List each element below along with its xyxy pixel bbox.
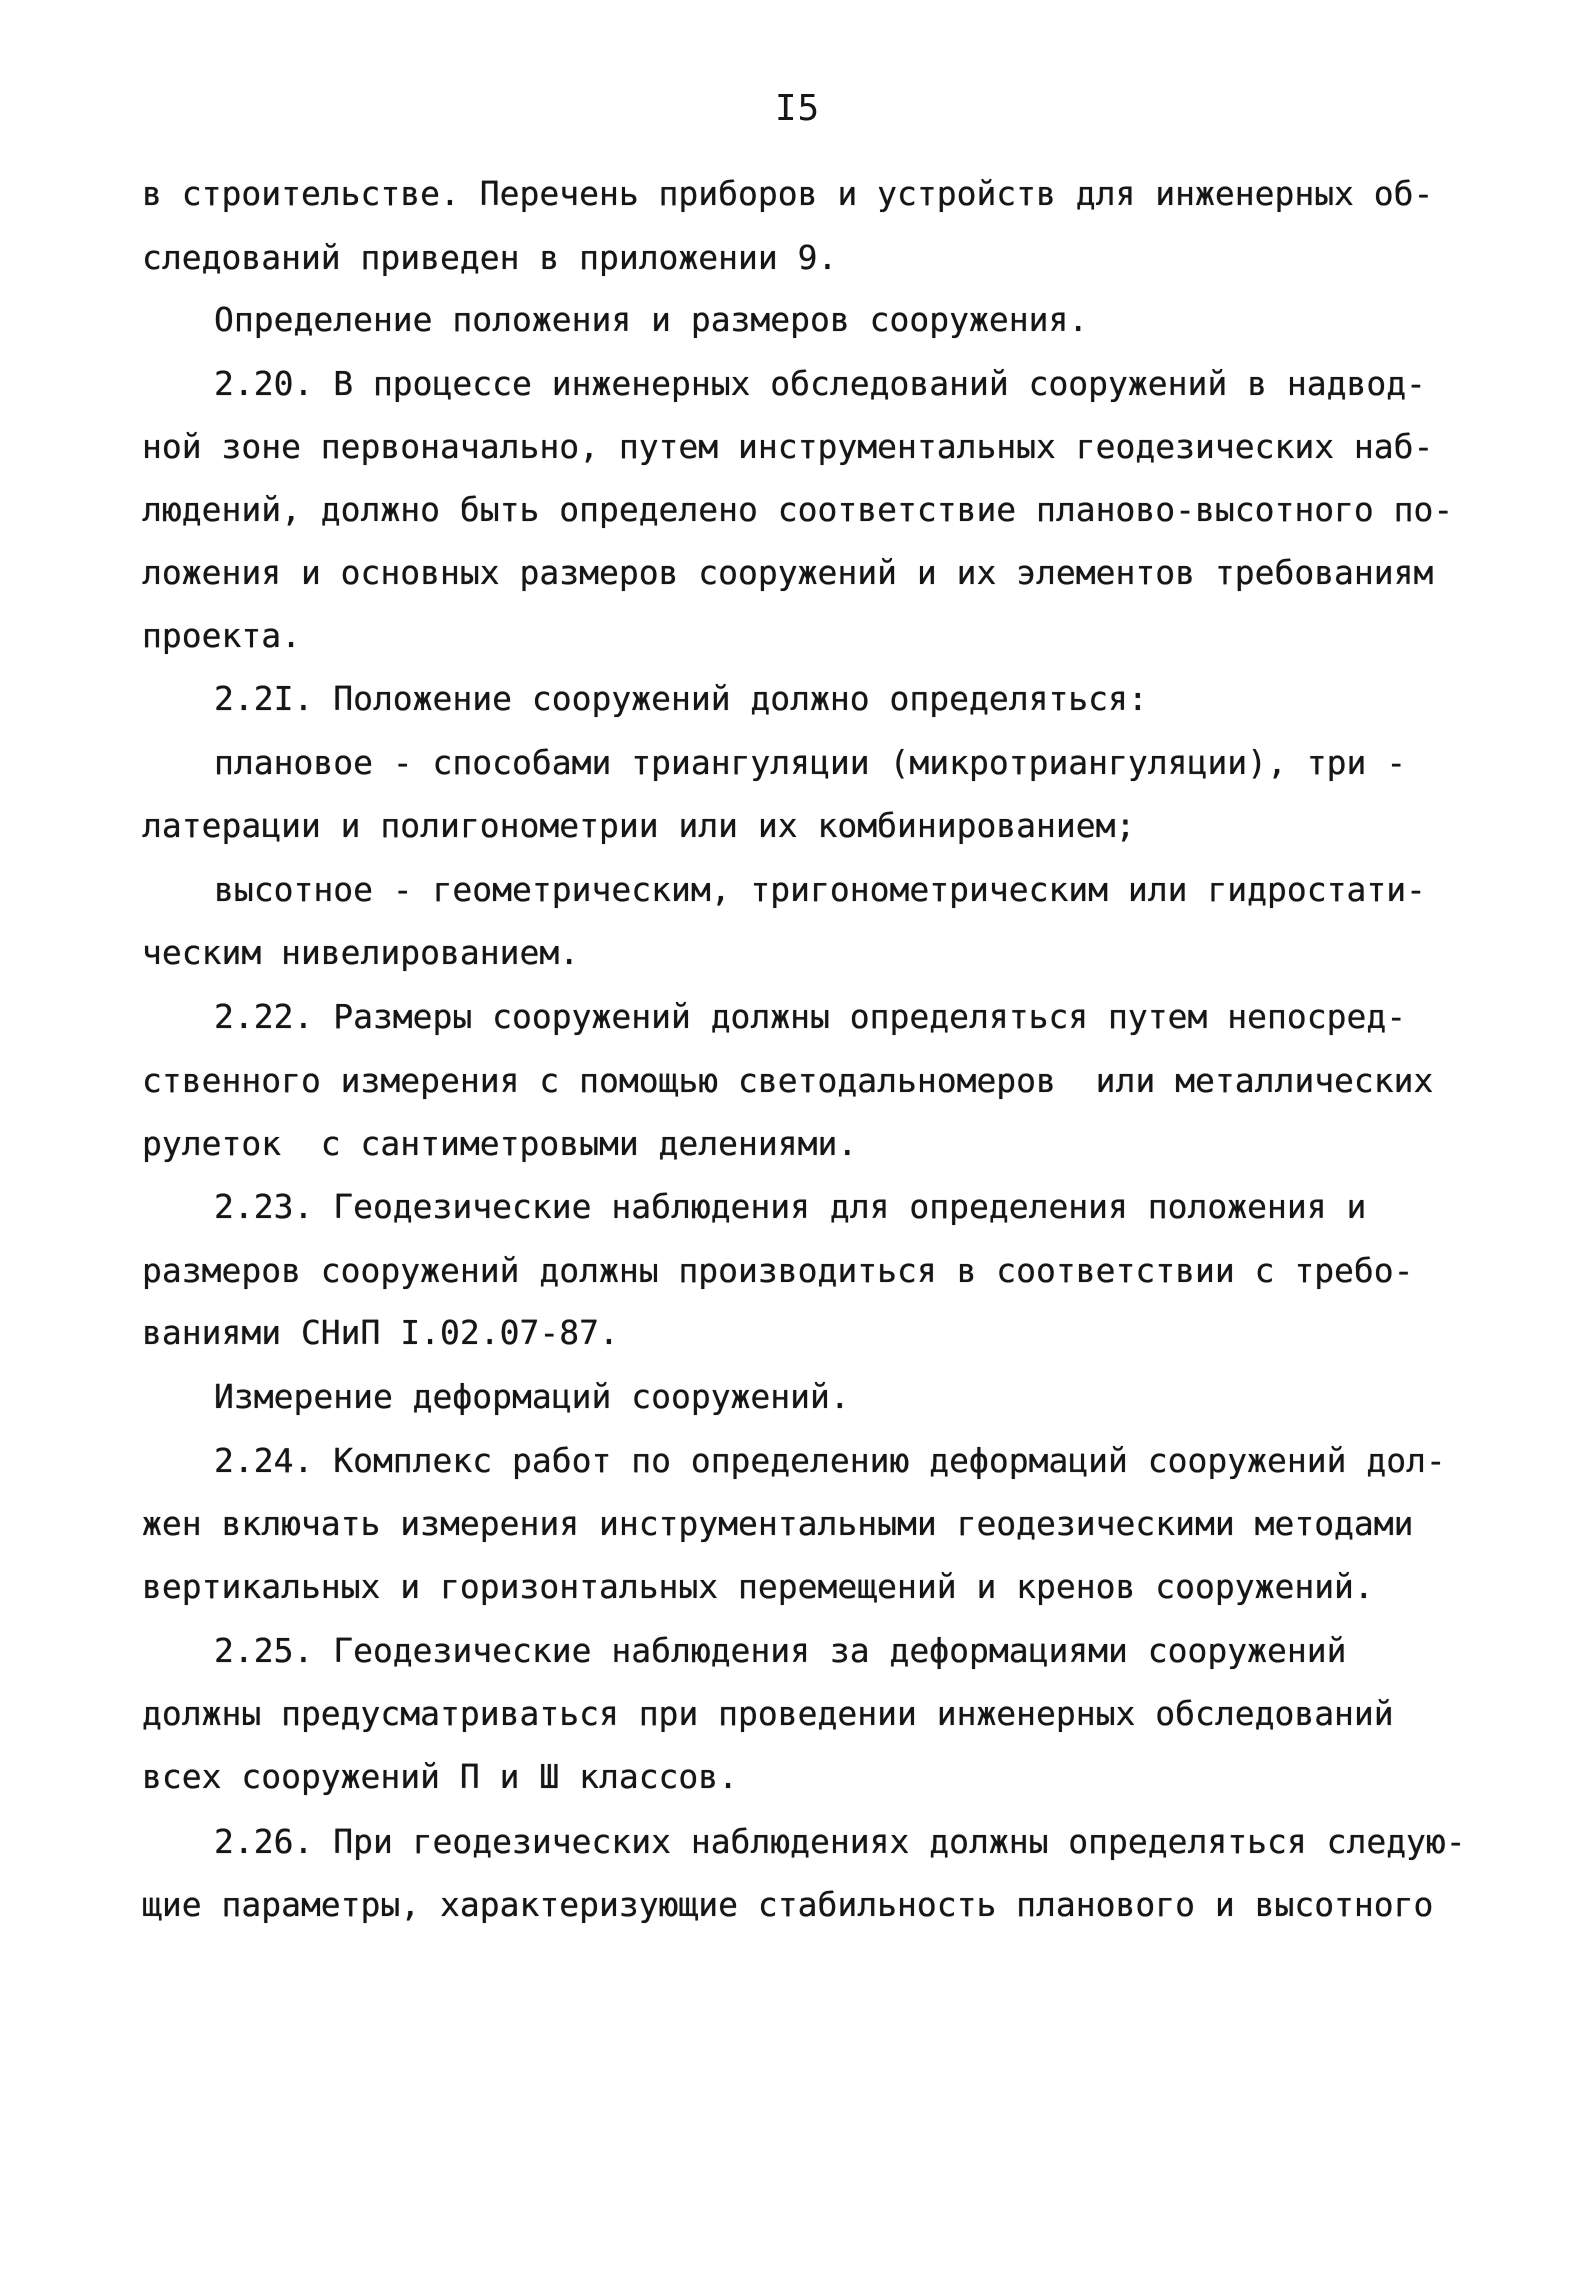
text-line: размеров сооружений должны производиться в соответствии с требо-: [142, 1251, 1414, 1290]
text-line: ваниями СНиП I.02.07-87.: [142, 1313, 619, 1352]
text-line: щие параметры, характеризующие стабильность планового и высотного: [142, 1885, 1434, 1924]
text-line: ческим нивелированием.: [142, 933, 580, 972]
text-line: 2.22. Размеры сооружений должны определяться путем непосред-: [214, 997, 1407, 1036]
text-line: 2.20. В процессе инженерных обследований сооружений в надвод-: [214, 364, 1426, 403]
text-line: 2.25. Геодезические наблюдения за деформациями сооружений: [214, 1631, 1347, 1670]
text-line: 2.26. При геодезических наблюдениях должны определяться следую-: [214, 1822, 1466, 1861]
text-line: латерации и полигонометрии или их комбинированием;: [142, 806, 1136, 845]
text-line: плановое - способами триангуляции (микротриангуляции), три -: [214, 743, 1407, 782]
text-line: ложения и основных размеров сооружений и их элементов требованиям: [142, 553, 1434, 592]
text-line: людений, должно быть определено соответствие планово-высотного по-: [142, 490, 1454, 529]
text-line: ственного измерения с помощью светодальномеров или металлических: [142, 1061, 1434, 1100]
text-line: рулеток с сантиметровыми делениями.: [142, 1124, 858, 1163]
section-heading: Определение положения и размеров сооружения.: [214, 300, 1089, 339]
text-line: 2.23. Геодезические наблюдения для определения положения и: [214, 1187, 1367, 1226]
section-heading: Измерение деформаций сооружений.: [214, 1377, 850, 1416]
text-line: 2.24. Комплекс работ по определению деформаций сооружений дол-: [214, 1441, 1446, 1480]
text-line: ной зоне первоначально, путем инструментальных геодезических наб-: [142, 427, 1434, 466]
text-line: проекта.: [142, 616, 301, 655]
text-line: 2.2I. Положение сооружений должно определяться:: [214, 679, 1148, 718]
text-line: жен включать измерения инструментальными геодезическими методами: [142, 1504, 1414, 1543]
text-line: высотное - геометрическим, тригонометрическим или гидростати-: [214, 870, 1426, 909]
text-line: в строительстве. Перечень приборов и устройств для инженерных об-: [142, 174, 1434, 213]
text-line: всех сооружений П и Ш классов.: [142, 1757, 739, 1796]
text-line: вертикальных и горизонтальных перемещений и кренов сооружений.: [142, 1567, 1374, 1606]
page-number: I5: [774, 88, 821, 129]
text-line: должны предусматриваться при проведении инженерных обследований: [142, 1694, 1394, 1733]
text-line: следований приведен в приложении 9.: [142, 238, 838, 277]
